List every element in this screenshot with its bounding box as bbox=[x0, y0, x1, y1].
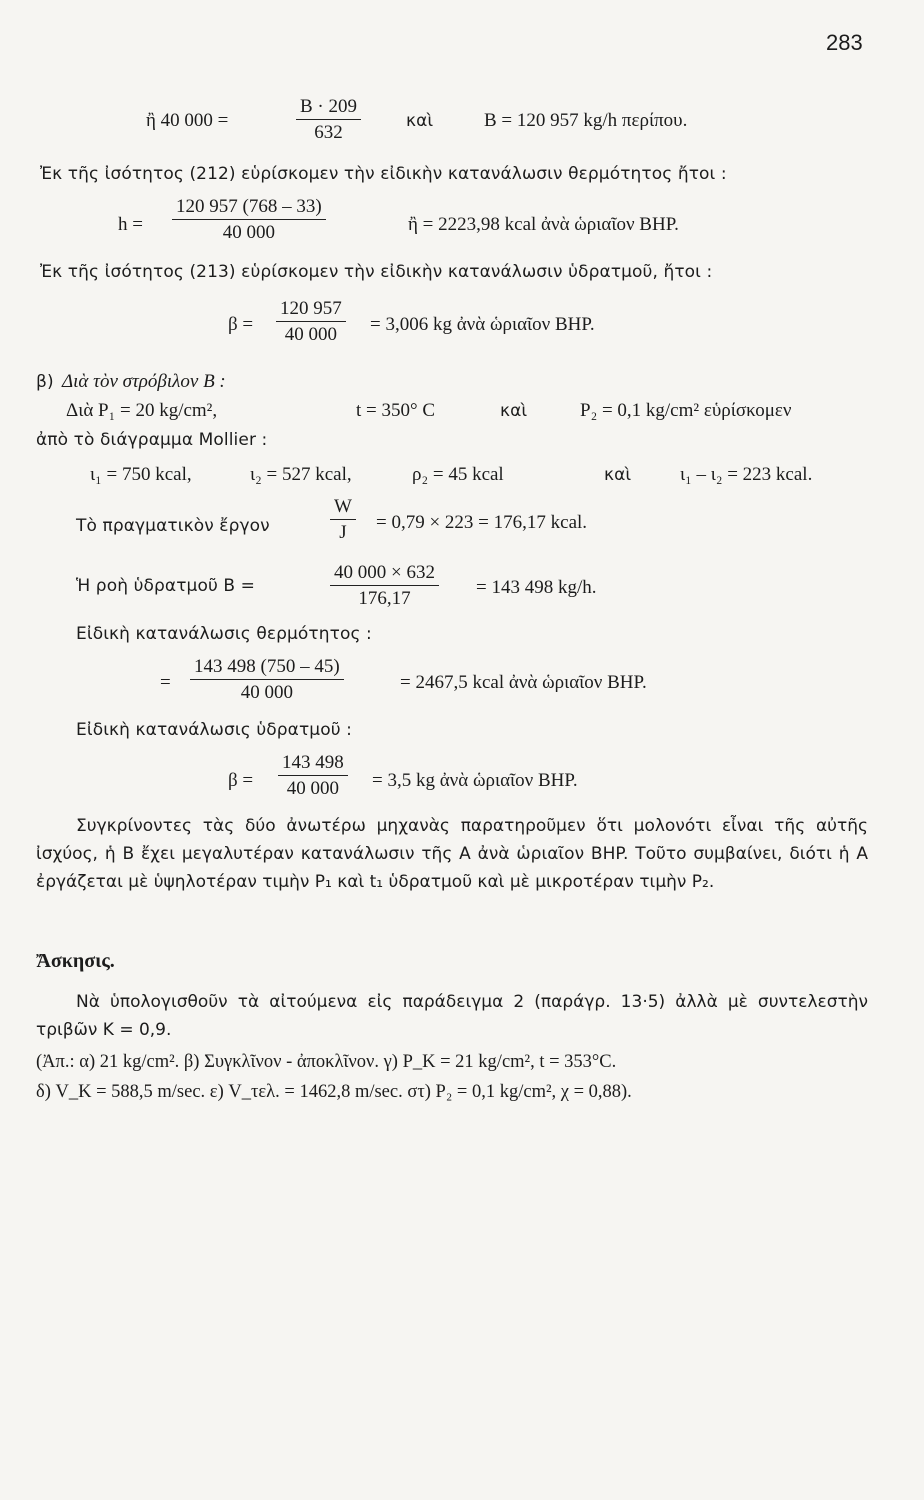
work-numerator: W bbox=[330, 496, 356, 520]
flow-rhs: = 143 498 kg/h. bbox=[476, 577, 597, 598]
eq1-and: καὶ bbox=[406, 111, 434, 131]
dia-t: t = 350° C bbox=[356, 400, 436, 421]
eq2-lead: h = bbox=[118, 214, 143, 235]
eq3-rhs: = 3,006 kg ἀνὰ ὡριαῖον BHP. bbox=[370, 314, 595, 335]
work-rhs: = 0,79 × 223 = 176,17 kcal. bbox=[376, 512, 588, 533]
eq1-fraction bbox=[296, 96, 361, 144]
value-diff: ι₁ – ι₂ = 223 kcal. bbox=[680, 464, 813, 485]
flow-fraction bbox=[330, 562, 439, 610]
value-and: καὶ bbox=[604, 465, 632, 485]
steam-eq-denominator: 40 000 bbox=[286, 778, 339, 799]
eq3-numerator: 120 957 bbox=[276, 298, 346, 322]
eq1-lead: ἢ 40 000 = bbox=[146, 110, 229, 131]
eq2-rhs: ἢ = 2223,98 kcal ἀνὰ ὡριαῖον BHP. bbox=[408, 214, 679, 235]
text-line-212: Ἐκ τῆς ἰσότητος (212) εὑρίσκομεν τὴν εἰδικὴν κατανάλωσιν θερμότητος ἤτοι : bbox=[40, 164, 727, 184]
value-rho2: ρ₂ = 45 kcal bbox=[412, 464, 504, 485]
value-i1: ι₁ = 750 kcal, bbox=[90, 464, 192, 485]
work-lead: Τὸ πραγματικὸν ἔργον bbox=[76, 516, 270, 536]
value-i2: ι₂ = 527 kcal, bbox=[250, 464, 352, 485]
heat-eq-rhs: = 2467,5 kcal ἀνὰ ὡριαῖον BHP. bbox=[400, 672, 647, 693]
answer-line-1: (Ἀπ.: α) 21 kg/cm². β) Συγκλῖνον - ἀποκλῖνον. γ) P_K = 21 kg/cm², t = 353°C. bbox=[36, 1052, 617, 1072]
steam-title: Εἰδικὴ κατανάλωσις ὑδρατμοῦ : bbox=[76, 720, 352, 740]
comparison-paragraph: Συγκρίνοντες τὰς δύο ἀνωτέρω μηχανὰς παρατηροῦμεν ὅτι μολονότι εἶναι τῆς αὐτῆς ἰσχύος, ἡ B ἔχει μεγαλυτέραν κατανάλωσιν τῆς A ἀνὰ ὡριαῖον BHP. Τοῦτο συμβαίνει, διότι ἡ A ἐργάζεται μὲ ὑψηλοτέραν τιμὴν P₁ καὶ t₁ ὑδρατμοῦ καὶ μὲ μικροτέραν τιμὴν P₂. bbox=[36, 816, 868, 892]
eq2-fraction bbox=[172, 196, 326, 244]
steam-eq-fraction bbox=[278, 752, 348, 800]
exercise-paragraph: Νὰ ὑπολογισθοῦν τὰ αἰτούμενα εἰς παράδειγμα 2 (παράγρ. 13·5) ἀλλὰ μὲ συντελεστὴν τριβῶν K = 0,9. bbox=[36, 992, 868, 1040]
work-denominator: J bbox=[339, 522, 347, 543]
eq2-denominator: 40 000 bbox=[222, 222, 275, 243]
eq1-denominator: 632 bbox=[314, 122, 343, 143]
eq3-fraction bbox=[276, 298, 346, 346]
answer-line-2: δ) V_K = 588,5 m/sec. ε) V_τελ. = 1462,8 m/sec. στ) P₂ = 0,1 kg/cm², χ = 0,88). bbox=[36, 1082, 632, 1102]
work-fraction bbox=[330, 496, 356, 544]
section-b-label: β) bbox=[36, 372, 54, 392]
exercise-heading: Ἄσκησις. bbox=[36, 950, 115, 972]
page-number: 283 bbox=[826, 30, 863, 55]
eq1-numerator: B · 209 bbox=[296, 96, 361, 120]
text-line-213: Ἐκ τῆς ἰσότητος (213) εὑρίσκομεν τὴν εἰδικὴν κατανάλωσιν ὑδρατμοῦ, ἤτοι : bbox=[40, 262, 713, 282]
heat-eq-numerator: 143 498 (750 – 45) bbox=[190, 656, 344, 680]
flow-denominator: 176,17 bbox=[358, 588, 411, 609]
eq3-denominator: 40 000 bbox=[284, 324, 337, 345]
mollier-line: ἀπὸ τὸ διάγραμμα Mollier : bbox=[36, 430, 268, 450]
steam-eq-lead: β = bbox=[228, 770, 254, 791]
steam-eq-numerator: 143 498 bbox=[278, 752, 348, 776]
flow-lead: Ἡ ροὴ ὑδρατμοῦ B = bbox=[76, 576, 256, 596]
flow-numerator: 40 000 × 632 bbox=[330, 562, 439, 586]
dia-p1: Διὰ P₁ = 20 kg/cm², bbox=[66, 400, 218, 421]
heat-title: Εἰδικὴ κατανάλωσις θερμότητος : bbox=[76, 624, 372, 644]
dia-p2: P₂ = 0,1 kg/cm² εὑρίσκομεν bbox=[580, 400, 792, 421]
eq1-rhs: B = 120 957 kg/h περίπου. bbox=[484, 110, 688, 131]
heat-eq-denominator: 40 000 bbox=[240, 682, 293, 703]
eq2-numerator: 120 957 (768 – 33) bbox=[172, 196, 326, 220]
heat-eq-fraction bbox=[190, 656, 344, 704]
section-b-title: Διὰ τὸν στρόβιλον B : bbox=[62, 371, 226, 392]
eq3-lead: β = bbox=[228, 314, 254, 335]
dia-and: καὶ bbox=[500, 401, 528, 421]
steam-eq-rhs: = 3,5 kg ἀνὰ ὡριαῖον BHP. bbox=[372, 770, 578, 791]
heat-eq-lead: = bbox=[160, 672, 171, 693]
